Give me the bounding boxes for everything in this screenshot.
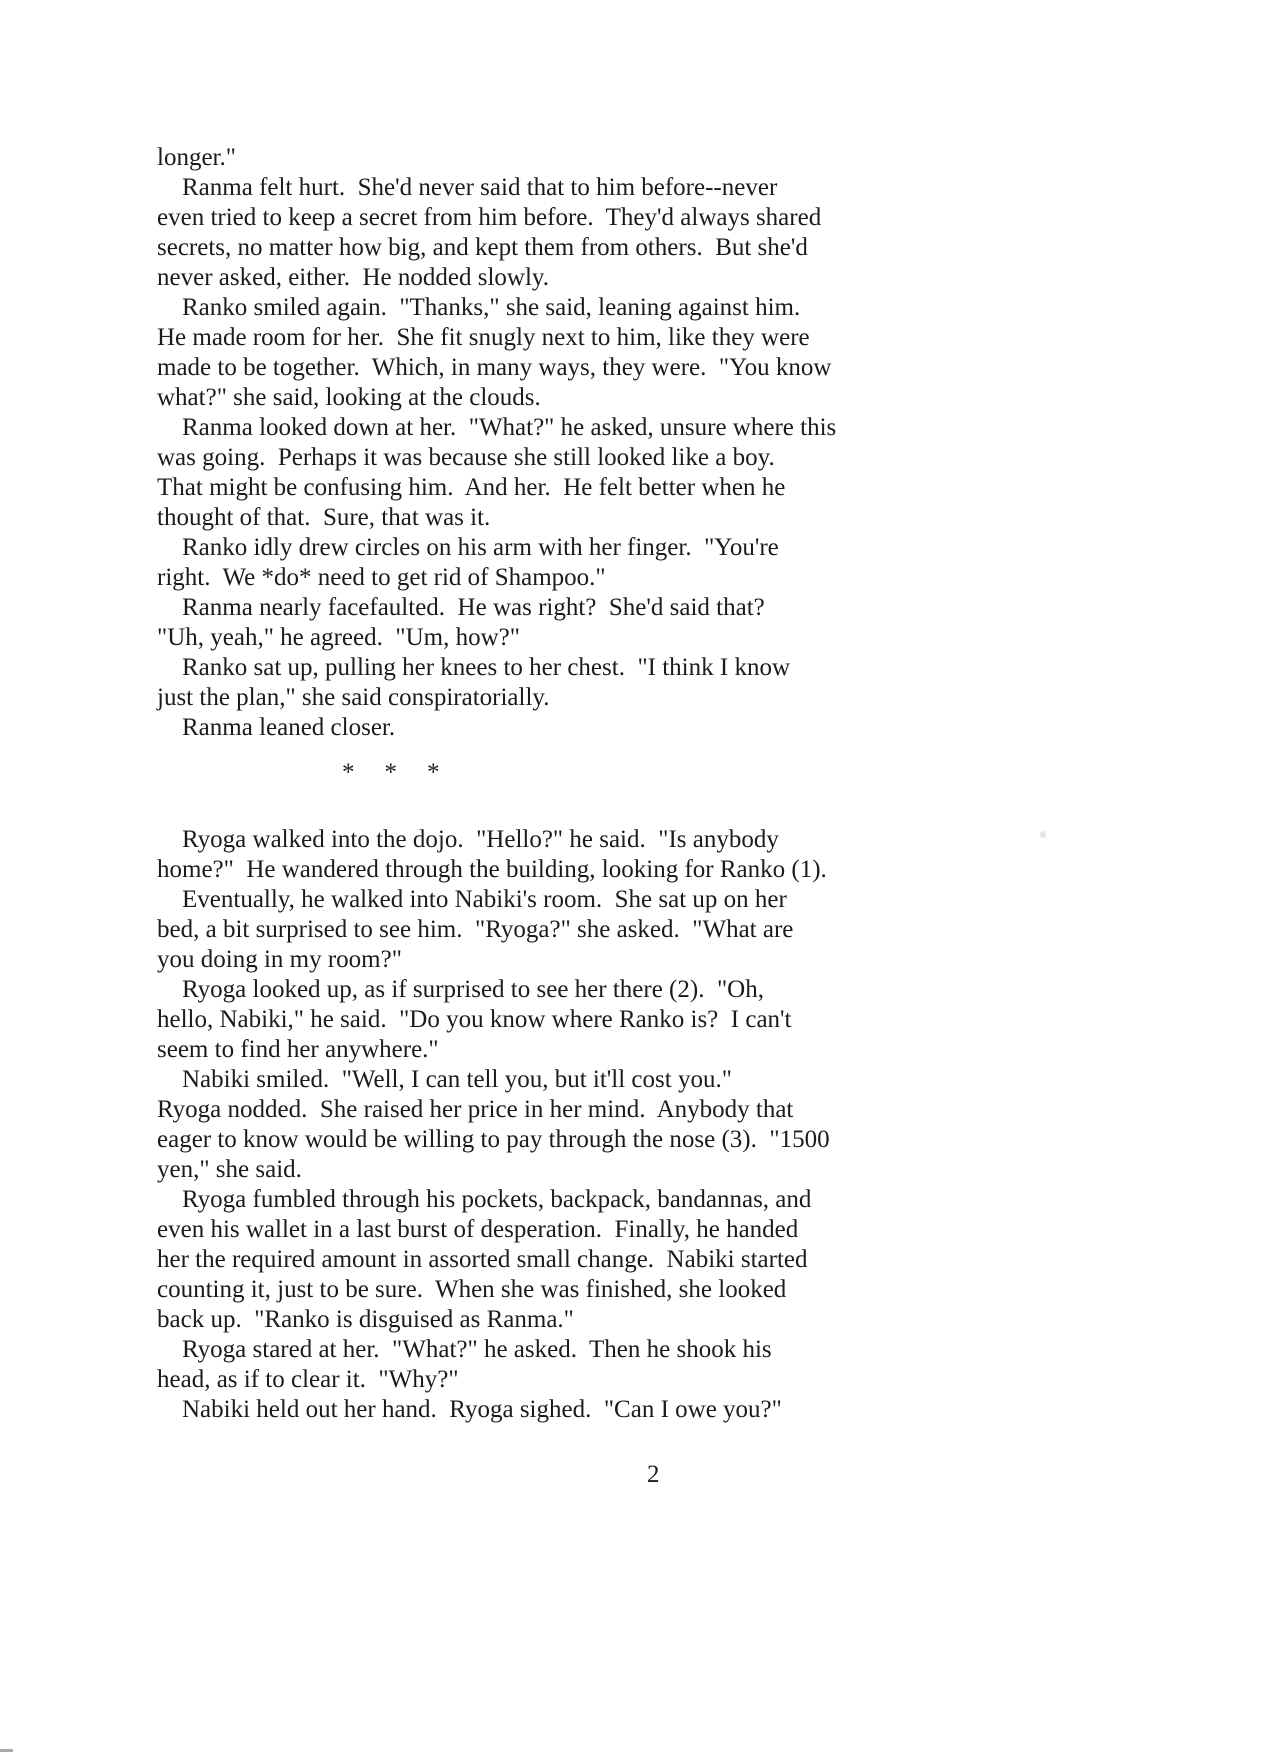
text-line: what?" she said, looking at the clouds. xyxy=(157,384,541,411)
text-line: Ranma looked down at her. "What?" he asked, unsure where this xyxy=(157,414,837,441)
body-text-block-1 xyxy=(157,143,937,743)
scan-artifact-dash xyxy=(0,1749,13,1752)
text-line: head, as if to clear it. "Why?" xyxy=(157,1366,459,1393)
text-line: bed, a bit surprised to see him. "Ryoga?" she asked. "What are xyxy=(157,916,794,943)
text-line: Ranma nearly facefaulted. He was right? She'd said that? xyxy=(157,594,765,621)
text-line: was going. Perhaps it was because she still looked like a boy. xyxy=(157,444,775,471)
text-line: made to be together. Which, in many ways, they were. "You know xyxy=(157,354,832,381)
text-line: eager to know would be willing to pay through the nose (3). "1500 xyxy=(157,1126,830,1153)
text-line: secrets, no matter how big, and kept them from others. But she'd xyxy=(157,234,808,261)
text-line: "Uh, yeah," he agreed. "Um, how?" xyxy=(157,624,520,651)
section-break-asterisks: * * * xyxy=(342,759,441,786)
text-line: Ranma leaned closer. xyxy=(157,714,396,741)
text-line: Nabiki held out her hand. Ryoga sighed. "Can I owe you?" xyxy=(157,1396,782,1423)
text-line: Ryoga nodded. She raised her price in her mind. Anybody that xyxy=(157,1096,794,1123)
text-line: you doing in my room?" xyxy=(157,946,402,973)
text-line: Ranko sat up, pulling her knees to her chest. "I think I know xyxy=(157,654,791,681)
text-line: He made room for her. She fit snugly next to him, like they were xyxy=(157,324,810,351)
text-line: just the plan," she said conspiratorially. xyxy=(157,684,550,711)
text-line: thought of that. Sure, that was it. xyxy=(157,504,491,531)
text-line: seem to find her anywhere." xyxy=(157,1036,439,1063)
text-line: back up. "Ranko is disguised as Ranma." xyxy=(157,1306,574,1333)
body-text-block-2 xyxy=(157,825,937,1425)
scan-artifact-speck xyxy=(1040,831,1046,838)
text-line: Ranko smiled again. "Thanks," she said, leaning against him. xyxy=(157,294,801,321)
text-line: Ryoga looked up, as if surprised to see her there (2). "Oh, xyxy=(157,976,764,1003)
text-line: never asked, either. He nodded slowly. xyxy=(157,264,550,291)
text-line: her the required amount in assorted small change. Nabiki started xyxy=(157,1246,808,1273)
text-line: hello, Nabiki," he said. "Do you know where Ranko is? I can't xyxy=(157,1006,792,1033)
text-line: Ryoga fumbled through his pockets, backpack, bandannas, and xyxy=(157,1186,812,1213)
text-line: home?" He wandered through the building, looking for Ranko (1). xyxy=(157,856,827,883)
text-line: That might be confusing him. And her. He felt better when he xyxy=(157,474,786,501)
text-line: Ranma felt hurt. She'd never said that to him before--never xyxy=(157,174,778,201)
text-line: Ranko idly drew circles on his arm with her finger. "You're xyxy=(157,534,779,561)
text-line: Ryoga walked into the dojo. "Hello?" he said. "Is anybody xyxy=(157,826,779,853)
text-line: right. We *do* need to get rid of Shampoo." xyxy=(157,564,606,591)
text-line: Ryoga stared at her. "What?" he asked. Then he shook his xyxy=(157,1336,772,1363)
text-line: counting it, just to be sure. When she was finished, she looked xyxy=(157,1276,787,1303)
page-number: 2 xyxy=(647,1461,660,1488)
text-line: even his wallet in a last burst of desperation. Finally, he handed xyxy=(157,1216,799,1243)
text-line: Nabiki smiled. "Well, I can tell you, but it'll cost you." xyxy=(157,1066,732,1093)
text-line: yen," she said. xyxy=(157,1156,302,1183)
text-line: even tried to keep a secret from him before. They'd always shared xyxy=(157,204,822,231)
text-line: Eventually, he walked into Nabiki's room. She sat up on her xyxy=(157,886,787,913)
text-line: longer." xyxy=(157,144,236,171)
